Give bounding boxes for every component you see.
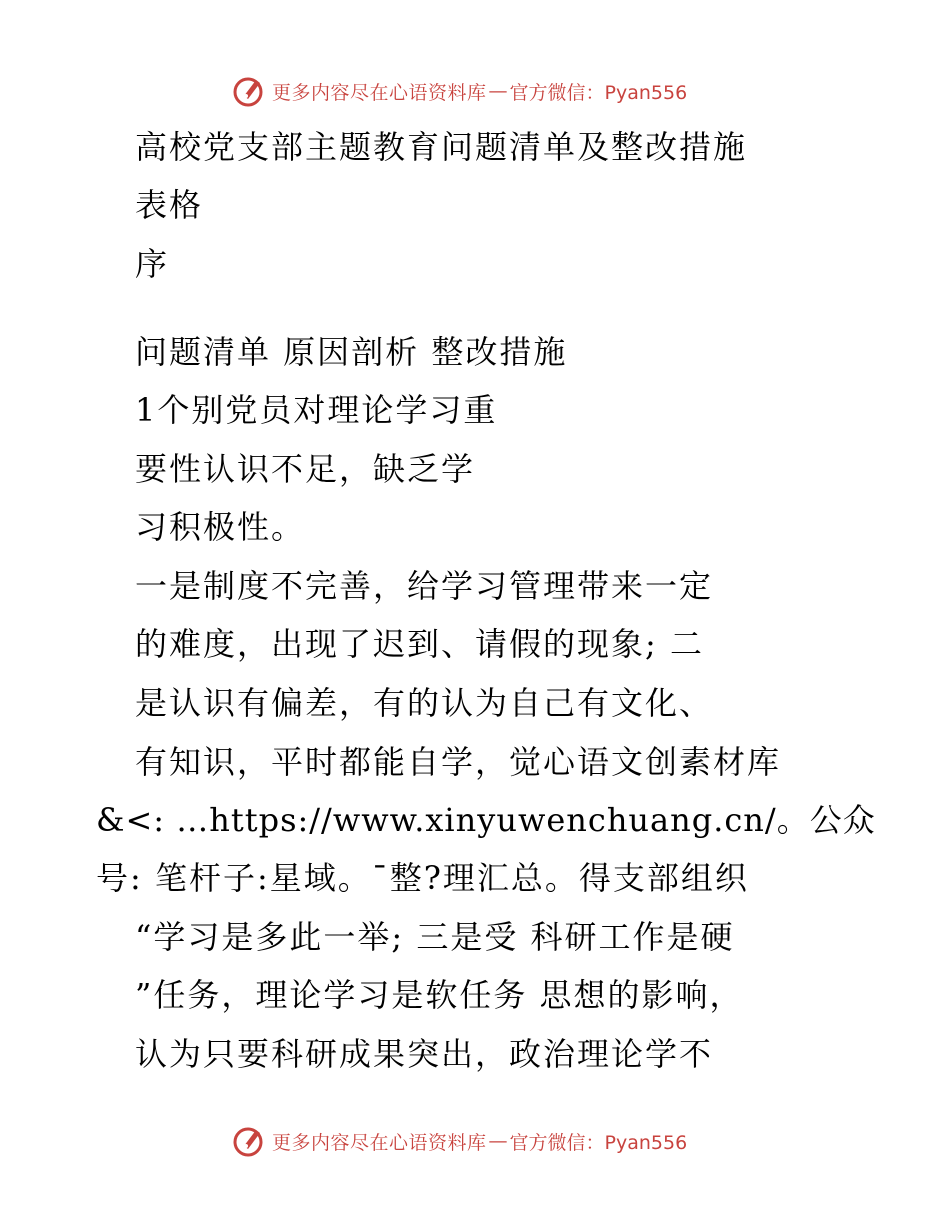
header-banner xyxy=(232,72,712,110)
footer-banner xyxy=(232,1122,712,1160)
doc-text-line: 1个别党员对理论学习重 xyxy=(135,391,498,429)
doc-title-line-2: 表格 xyxy=(135,186,204,224)
doc-text-line: “学习是多此一举; 三是受 科研工作是硬 xyxy=(135,918,735,956)
doc-text-line: 号: 笔杆子:星域。¯整?理汇总。得支部组织 xyxy=(96,859,749,897)
banner-main-text: 更多内容尽在心语资料库 xyxy=(272,81,487,104)
doc-title-line-1: 高校党支部主题教育问题清单及整改措施 xyxy=(135,128,748,166)
doc-table-header-line: 问题清单 原因剖析 整改措施 xyxy=(135,333,568,371)
banner-dash: — xyxy=(488,1130,508,1152)
doc-text-line: ”任务，理论学习是软任务 思想的影响， xyxy=(135,976,744,1014)
doc-text-line: 认为只要科研成果突出，政治理论学不 xyxy=(135,1035,714,1073)
doc-text-line: 序 xyxy=(135,245,170,283)
doc-text-line: 的难度，出现了迟到、请假的现象; 二 xyxy=(135,625,704,663)
doc-text-line: 一是制度不完善，给学习管理带来一定 xyxy=(135,567,714,605)
doc-text-line: 习积极性。 xyxy=(135,508,306,546)
doc-text-line: 要性认识不足，缺乏学 xyxy=(135,450,476,488)
pen-logo-icon xyxy=(232,74,266,108)
banner-main-text: 更多内容尽在心语资料库 xyxy=(272,1131,487,1154)
banner-sub-text: 官方微信：Pyan556 xyxy=(509,1131,688,1154)
doc-text-line: 是认识有偏差，有的认为自己有文化、 xyxy=(135,684,714,722)
banner-dash: — xyxy=(488,80,508,102)
doc-text-line: &<: …https://www.xinyuwenchuang.cn/。公众 xyxy=(96,801,876,839)
banner-sub-text: 官方微信：Pyan556 xyxy=(509,81,688,104)
doc-text-line: 有知识，平时都能自学，觉心语文创素材库 xyxy=(135,743,782,781)
pen-logo-icon xyxy=(232,1124,266,1158)
